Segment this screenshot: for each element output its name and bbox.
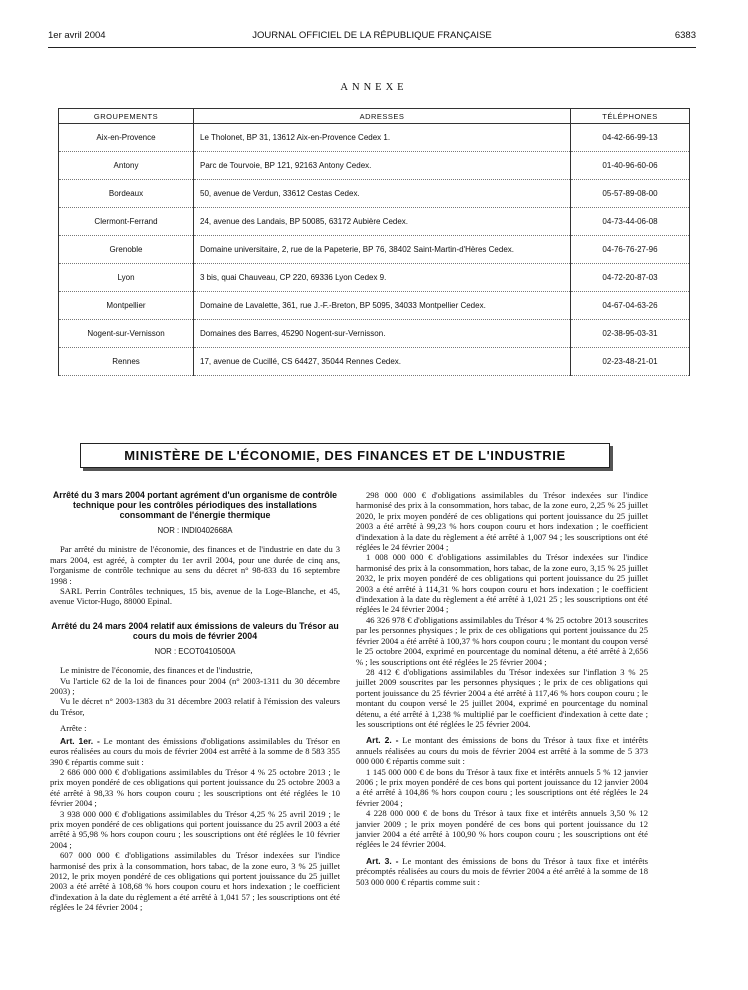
article-1-label: Art. 1er. - (60, 735, 100, 746)
article-3 (356, 856, 648, 887)
cell-groupement: Montpellier (59, 292, 194, 320)
arrete2-visa: Vu le décret n° 2003-1383 du 31 décembre 2003 relatif à l'émission des valeurs du Trésor, (50, 696, 340, 717)
cell-telephone: 04-76-76-27-96 (571, 236, 690, 264)
table-row (59, 236, 690, 264)
cell-adresse: Parc de Tourvoie, BP 121, 92163 Antony Cedex. (194, 152, 571, 180)
article-2 (356, 735, 648, 766)
ministry-banner: MINISTÈRE DE L'ÉCONOMIE, DES FINANCES ET DE L'INDUSTRIE (80, 443, 610, 468)
table-row (59, 348, 690, 376)
arrete1-paragraph: Par arrêté du ministre de l'économie, des finances et de l'industrie en date du 3 mars 2004, est agréé, à compter du 1er avril 2004, pour une durée de cinq ans, l'organisme de contrôle technique au sens du décret n° 98-833 du 16 septembre 1998 : (50, 544, 340, 586)
arrete2-arrete-label: Arrête : (60, 723, 87, 734)
arrete2-nor: NOR : ECOT0410500A (154, 646, 236, 656)
cell-telephone: 01-40-96-60-06 (571, 152, 690, 180)
cell-telephone: 04-42-66-99-13 (571, 124, 690, 152)
cell-groupement: Aix-en-Provence (59, 124, 194, 152)
cell-telephone: 04-72-20-87-03 (571, 264, 690, 292)
article-2-item: 1 145 000 000 € de bons du Trésor à taux fixe et intérêts annuels 5 % 12 janvier 2006 ; le prix moyen pondéré de ces bons qui portent jouissance du 12 janvier 2004 a été arrêté à 104,86 % hors coupon couru ; les souscriptions ont été réglées le 24 février 2004 ; (356, 766, 648, 808)
header-rule (48, 47, 696, 48)
cell-adresse: Domaines des Barres, 45290 Nogent-sur-Vernisson. (194, 320, 571, 348)
table-row (59, 264, 690, 292)
column-header-telephones: TÉLÉPHONES (571, 109, 690, 124)
column-header-groupements: GROUPEMENTS (59, 109, 194, 124)
article-3-label: Art. 3. - (366, 855, 399, 866)
article-1-item: 28 412 € d'obligations assimilables du Trésor indexées sur l'inflation 3 % 25 juillet 2009 souscrites par les personnes physiques ; le prix de ces obligations qui portent jouissance du 25 février 2004 a été arrêté à 117,46 % hors coupon couru ; le montant du coupon versé le 25 juillet 2004, exprimé en pourcentage du nominal détenu, a été arrêté à 1,238 % multiplié par le coefficient d'indexation à cette date ; les souscriptions ont été réglées le 25 février 2004. (356, 666, 648, 729)
right-column (356, 490, 648, 887)
cell-adresse: 24, avenue des Landais, BP 50085, 63172 Aubière Cedex. (194, 208, 571, 236)
table-row (59, 208, 690, 236)
cell-groupement: Rennes (59, 348, 194, 376)
article-1-item: 3 938 000 000 € d'obligations assimilables du Trésor 4,25 % 25 avril 2019 ; le prix moyen pondéré de ces obligations qui portent jouissance du 25 avril 2003 a été arrêté à 95,98 % hors coupon couru ; les souscriptions ont été réglées le 10 février 2004 ; (50, 808, 340, 850)
cell-adresse: Domaine universitaire, 2, rue de la Papeterie, BP 76, 38402 Saint-Martin-d'Hères Cedex. (194, 236, 571, 264)
table-row (59, 320, 690, 348)
annexe-table (58, 108, 690, 376)
article-1-item: 607 000 000 € d'obligations assimilables du Trésor indexées sur l'indice harmonisé des prix à la consommation, hors tabac, de la zone euro, 3 % 25 juillet 2012, le prix moyen pondéré de ces obligations qui portent jouissance du 25 juillet 2003 a été arrêté à 108,68 % hors coupon couru et hors indexation ; le coefficient d'indexation à la date du règlement a été arrêté à 1,041 57 ; les souscriptions ont été réglées le 24 février 2004 ; (50, 850, 340, 913)
table-header-row (59, 109, 690, 124)
cell-adresse: 3 bis, quai Chauveau, CP 220, 69336 Lyon Cedex 9. (194, 264, 571, 292)
article-1 (50, 736, 340, 767)
arrete1-title: Arrêté du 3 mars 2004 portant agrément d'un organisme de contrôle technique pour les contrôles périodiques des installations consommant de l'énergie thermique (52, 490, 338, 520)
table-row (59, 292, 690, 320)
annexe-title: ANNEXE (340, 82, 408, 93)
article-1-item: 1 008 000 000 € d'obligations assimilables du Trésor indexées sur l'indice harmonisé des prix à la consommation, hors tabac, de la zone euro, 3,15 % 25 juillet 2032, le prix moyen pondéré de ces obligations qui portent jouissance du 25 juillet 2003 a été arrêté à 114,31 % hors coupon couru et hors indexation ; le coefficient d'indexation à la date du règlement a été arrêté à 1,021 25 ; les souscriptions ont été réglées le 24 février 2004 ; (356, 552, 648, 615)
cell-groupement: Clermont-Ferrand (59, 208, 194, 236)
page-header (48, 30, 696, 44)
cell-telephone: 02-23-48-21-01 (571, 348, 690, 376)
arrete2-visa: Le ministre de l'économie, des finances et de l'industrie, (60, 665, 253, 676)
cell-adresse: 50, avenue de Verdun, 33612 Cestas Cedex. (194, 180, 571, 208)
cell-adresse: Domaine de Lavalette, 361, rue J.-F.-Breton, BP 5095, 34033 Montpellier Cedex. (194, 292, 571, 320)
arrete2-visa: Vu l'article 62 de la loi de finances pour 2004 (n° 2003-1311 du 30 décembre 2003) ; (50, 675, 340, 697)
cell-adresse: Le Tholonet, BP 31, 13612 Aix-en-Provence Cedex 1. (194, 124, 571, 152)
header-page-number: 6383 (674, 30, 696, 41)
article-1-item: 2 686 000 000 € d'obligations assimilables du Trésor 4 % 25 octobre 2013 ; le prix moyen pondéré de ces obligations qui portent jouissance du 25 octobre 2003 a été arrêté à 98,33 % hors coupon couru ; les souscriptions ont été réglées le 10 février 2004 ; (50, 766, 340, 809)
article-1-item: 298 000 000 € d'obligations assimilables du Trésor indexées sur l'indice harmonisé des prix à la consommation, hors tabac, de la zone euro, 2,25 % 25 juillet 2020, le prix moyen pondéré de ces obligations qui portent jouissance du 25 juillet 2003 a été arrêté à 99,23 % hors coupon couru et hors indexation ; le coefficient d'indexation à la date du règlement a été arrêté à 1,007 94 ; les souscriptions ont été réglées le 24 février 2004 ; (356, 490, 648, 553)
arrete2-title: Arrêté du 24 mars 2004 relatif aux émissions de valeurs du Trésor au cours du mois de février 2004 (51, 620, 339, 641)
arrete1-nor: NOR : INDI0402668A (157, 526, 233, 535)
cell-groupement: Nogent-sur-Vernisson (59, 320, 194, 348)
table-row (59, 124, 690, 152)
table-row (59, 180, 690, 208)
article-2-item: 4 228 000 000 € de bons du Trésor à taux fixe et intérêts annuels 3,50 % 12 janvier 2009 ; le prix moyen pondéré de ces bons qui portent jouissance du 12 janvier 2004 a été arrêté à 100,90 % hors coupon couru ; les souscriptions ont été réglées le 24 février 2004. (356, 808, 648, 850)
article-1-text: Le montant des émissions d'obligations assimilables du Trésor en euros réalisées au cours du mois de février 2004 est arrêté à la somme de 8 583 355 390 € répartis comme suit : (50, 735, 340, 767)
article-3-text: Le montant des émissions de bons du Trésor à taux fixe et intérêts précomptés réalisées au cours du mois de février 2004 a été arrêté à la somme de 18 503 000 000 € répartis comme suit : (356, 855, 649, 887)
cell-groupement: Lyon (59, 264, 194, 292)
cell-telephone: 04-73-44-06-08 (571, 208, 690, 236)
column-header-adresses: ADRESSES (194, 109, 571, 124)
cell-adresse: 17, avenue de Cucillé, CS 64427, 35044 Rennes Cedex. (194, 348, 571, 376)
cell-telephone: 04-67-04-63-26 (571, 292, 690, 320)
article-2-label: Art. 2. - (366, 735, 399, 746)
cell-groupement: Antony (59, 152, 194, 180)
arrete1-organism: SARL Perrin Contrôles techniques, 15 bis, avenue de la Loge-Blanche, et 45, avenue Victor-Hugo, 88000 Epinal. (50, 586, 340, 607)
cell-telephone: 05-57-89-08-00 (571, 180, 690, 208)
cell-telephone: 02-38-95-03-31 (571, 320, 690, 348)
article-1-item: 46 326 978 € d'obligations assimilables du Trésor 4 % 25 octobre 2013 souscrites par les personnes physiques ; le prix de ces obligations qui portent jouissance du 25 février 2004 a été arrêté à 100,37 % hors coupon couru ; le montant du coupon versé le 25 octobre 2004, exprimé en pourcentage du nominal détenu, a été arrêté à 2,656 % ; les souscriptions ont été réglées le 25 février 2004 ; (356, 614, 648, 667)
cell-groupement: Bordeaux (59, 180, 194, 208)
article-2-text: Le montant des émissions de bons du Trésor à taux fixe et intérêts annuels réalisées au cours du mois de février 2004 est arrêté à la somme de 5 373 000 000 € répartis comme suit : (356, 735, 649, 767)
left-column (50, 490, 340, 913)
table-row (59, 152, 690, 180)
cell-groupement: Grenoble (59, 236, 194, 264)
header-date: 1er avril 2004 (48, 30, 106, 41)
header-journal-title: JOURNAL OFFICIEL DE LA RÉPUBLIQUE FRANÇAISE (252, 30, 492, 41)
